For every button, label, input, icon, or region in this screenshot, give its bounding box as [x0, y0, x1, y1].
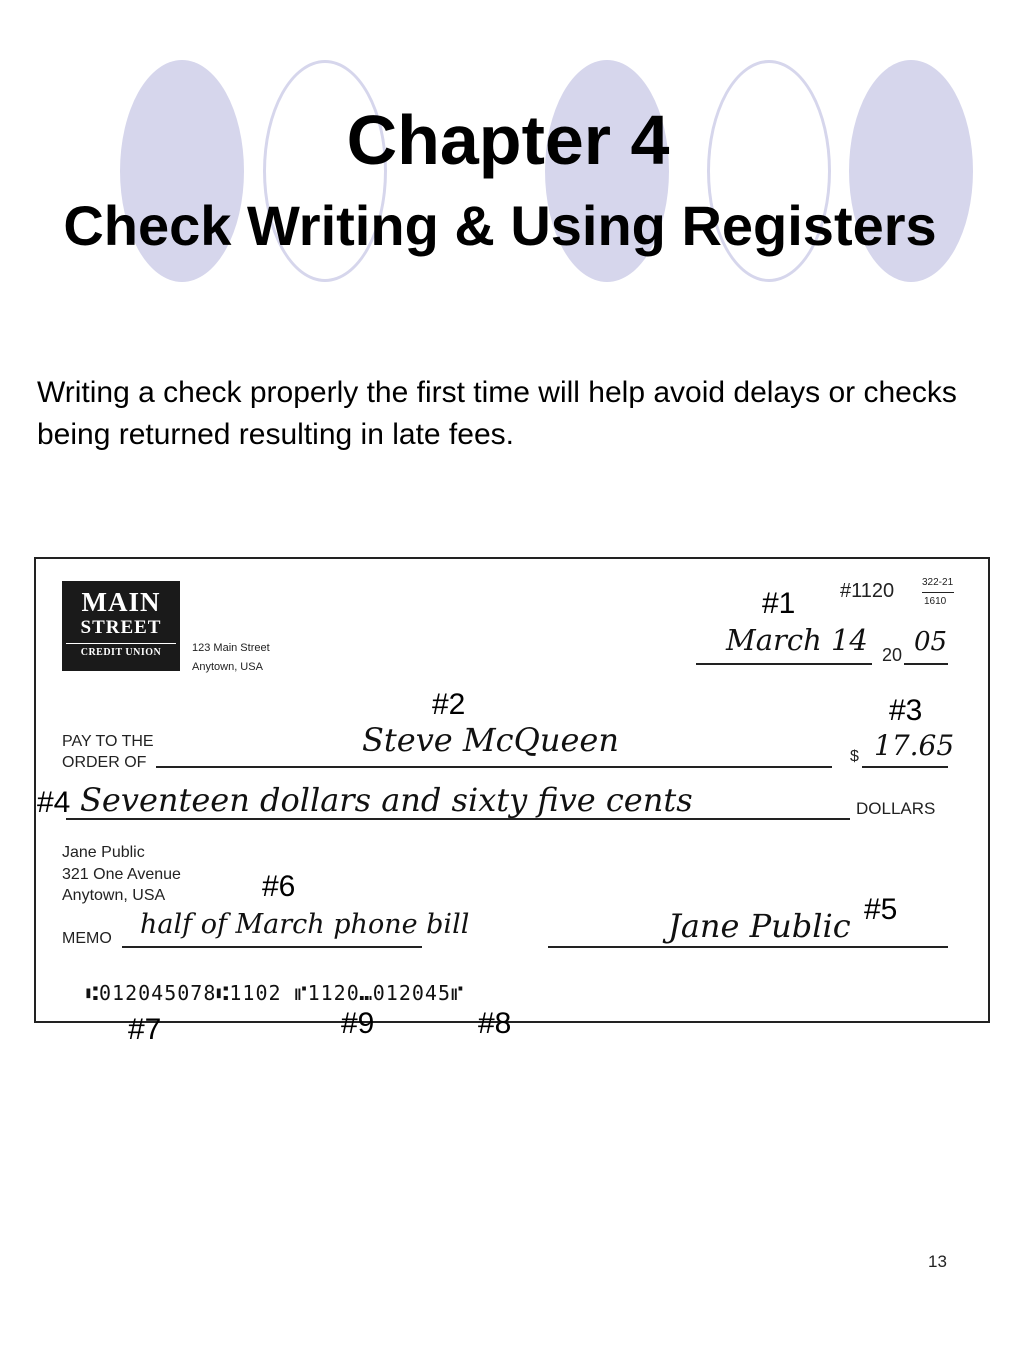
marker-6: #6 [262, 870, 296, 903]
dollars-label: DOLLARS [856, 799, 936, 818]
slide-subtitle: Check Writing & Using Registers [63, 194, 937, 257]
marker-9: #9 [341, 1007, 375, 1040]
slide-body-text: Writing a check properly the first time will help avoid delays or checks being returned resulting in late fees. [37, 376, 957, 451]
micr-line: ⑆012045078⑆1102 ⑈1120⑉012045⑈ [86, 981, 464, 1005]
year-line [904, 663, 948, 665]
routing-fraction-top: 322-21 [922, 577, 954, 588]
payer-address-line2: Anytown, USA [62, 887, 166, 904]
bank-logo-line3: CREDIT UNION [66, 643, 176, 662]
bank-address-line2: Anytown, USA [192, 661, 263, 673]
year-prefix: 20 [882, 645, 903, 665]
check-date: March 14 [726, 623, 868, 657]
marker-8: #8 [478, 1007, 512, 1040]
amount-line [862, 766, 948, 768]
bank-logo [62, 581, 180, 671]
amount-in-words: Seventeen dollars and sixty five cents [80, 781, 693, 819]
payer-address-line1: 321 One Avenue [62, 866, 181, 883]
amount-words-line [66, 818, 850, 820]
slide-title: Chapter 4 [346, 101, 670, 179]
dollar-sign: $ [850, 748, 859, 765]
marker-3: #3 [889, 694, 923, 727]
marker-7: #7 [128, 1013, 162, 1046]
signature-line [548, 946, 948, 948]
signature: Jane Public [668, 907, 851, 945]
routing-fraction-bottom: 1610 [924, 596, 947, 607]
check-number: #1120 [840, 580, 895, 602]
routing-fraction-bar [922, 592, 954, 593]
bank-logo-line2: STREET [80, 617, 162, 638]
marker-2: #2 [432, 688, 466, 721]
page-number: 13 [928, 1252, 947, 1271]
check-year: 05 [914, 627, 948, 657]
memo-text: half of March phone bill [140, 909, 470, 940]
payee-name: Steve McQueen [362, 721, 619, 759]
pay-to-label-line2: ORDER OF [62, 754, 147, 771]
pay-to-label-line1: PAY TO THE [62, 733, 154, 750]
payee-line [156, 766, 832, 768]
check-image [34, 557, 990, 1023]
bank-logo-line1: MAIN [81, 587, 161, 617]
date-line [696, 663, 872, 665]
memo-label: MEMO [62, 930, 112, 947]
marker-1: #1 [762, 587, 796, 620]
check-amount: 17.65 [874, 729, 955, 762]
payer-name: Jane Public [62, 844, 145, 861]
bank-address-line1: 123 Main Street [192, 642, 270, 654]
marker-4: #4 [37, 786, 71, 819]
marker-5: #5 [864, 893, 898, 926]
memo-line [122, 946, 422, 948]
